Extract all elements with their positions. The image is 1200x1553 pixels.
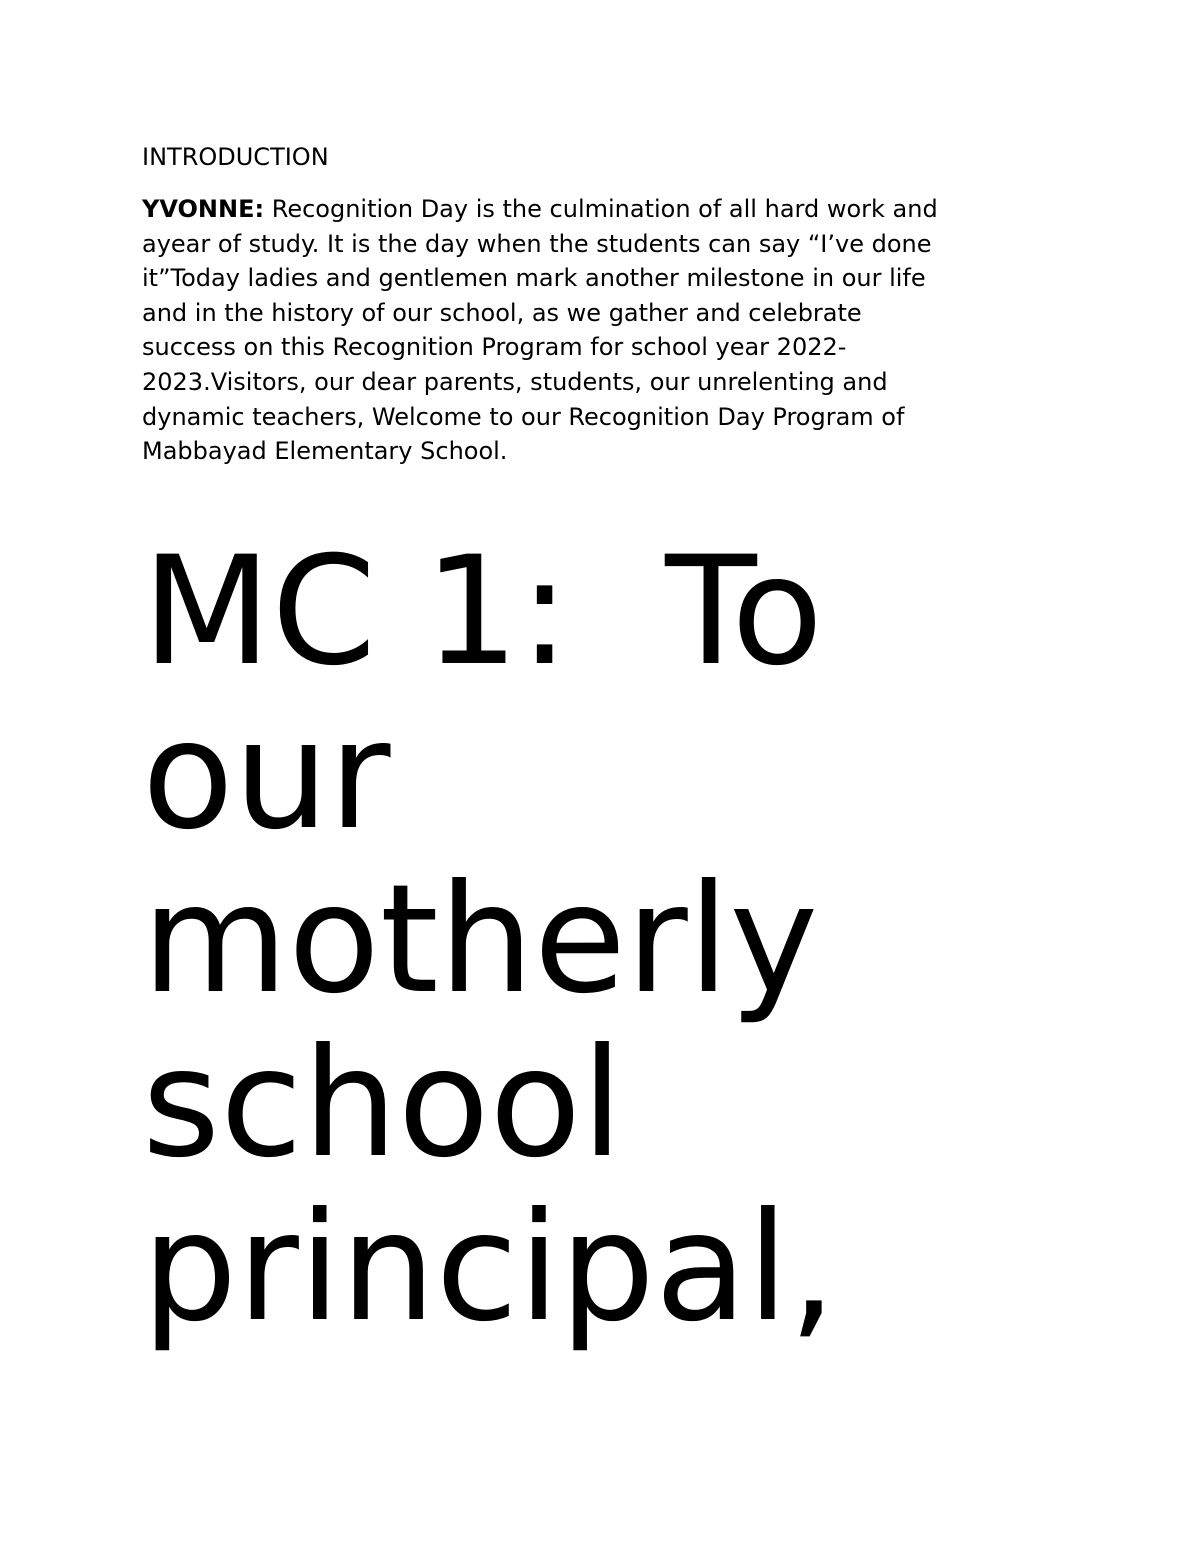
intro-line-5: success on this Recognition Program for school year 2022- [142,333,847,362]
mc-large-text [142,525,1142,1355]
intro-line-text: Recognition Day is the culmination of all hard work and [264,195,938,223]
intro-line-6: 2023.Visitors, our dear parents, students, our unrelenting and [142,367,888,396]
intro-line-2: ayear of study. It is the day when the students can say “I’ve done [142,229,932,258]
intro-line-4: and in the history of our school, as we gather and celebrate [142,298,862,327]
mc-line-1: MC 1: To [142,525,824,699]
mc-line-4: school [142,1017,623,1191]
intro-paragraph [142,192,1072,469]
intro-line-8: Mabbayad Elementary School. [142,437,508,466]
mc-line-2: our [142,689,391,863]
mc-line-5: principal, [142,1181,837,1355]
intro-line-3: it”Today ladies and gentlemen mark another milestone in our life [142,264,926,293]
intro-line-1 [142,192,1072,227]
mc-line-3: motherly [142,853,819,1027]
section-heading: INTRODUCTION [142,143,329,171]
speaker-name: YVONNE: [142,195,265,223]
intro-line-7: dynamic teachers, Welcome to our Recognition Day Program of [142,402,905,431]
